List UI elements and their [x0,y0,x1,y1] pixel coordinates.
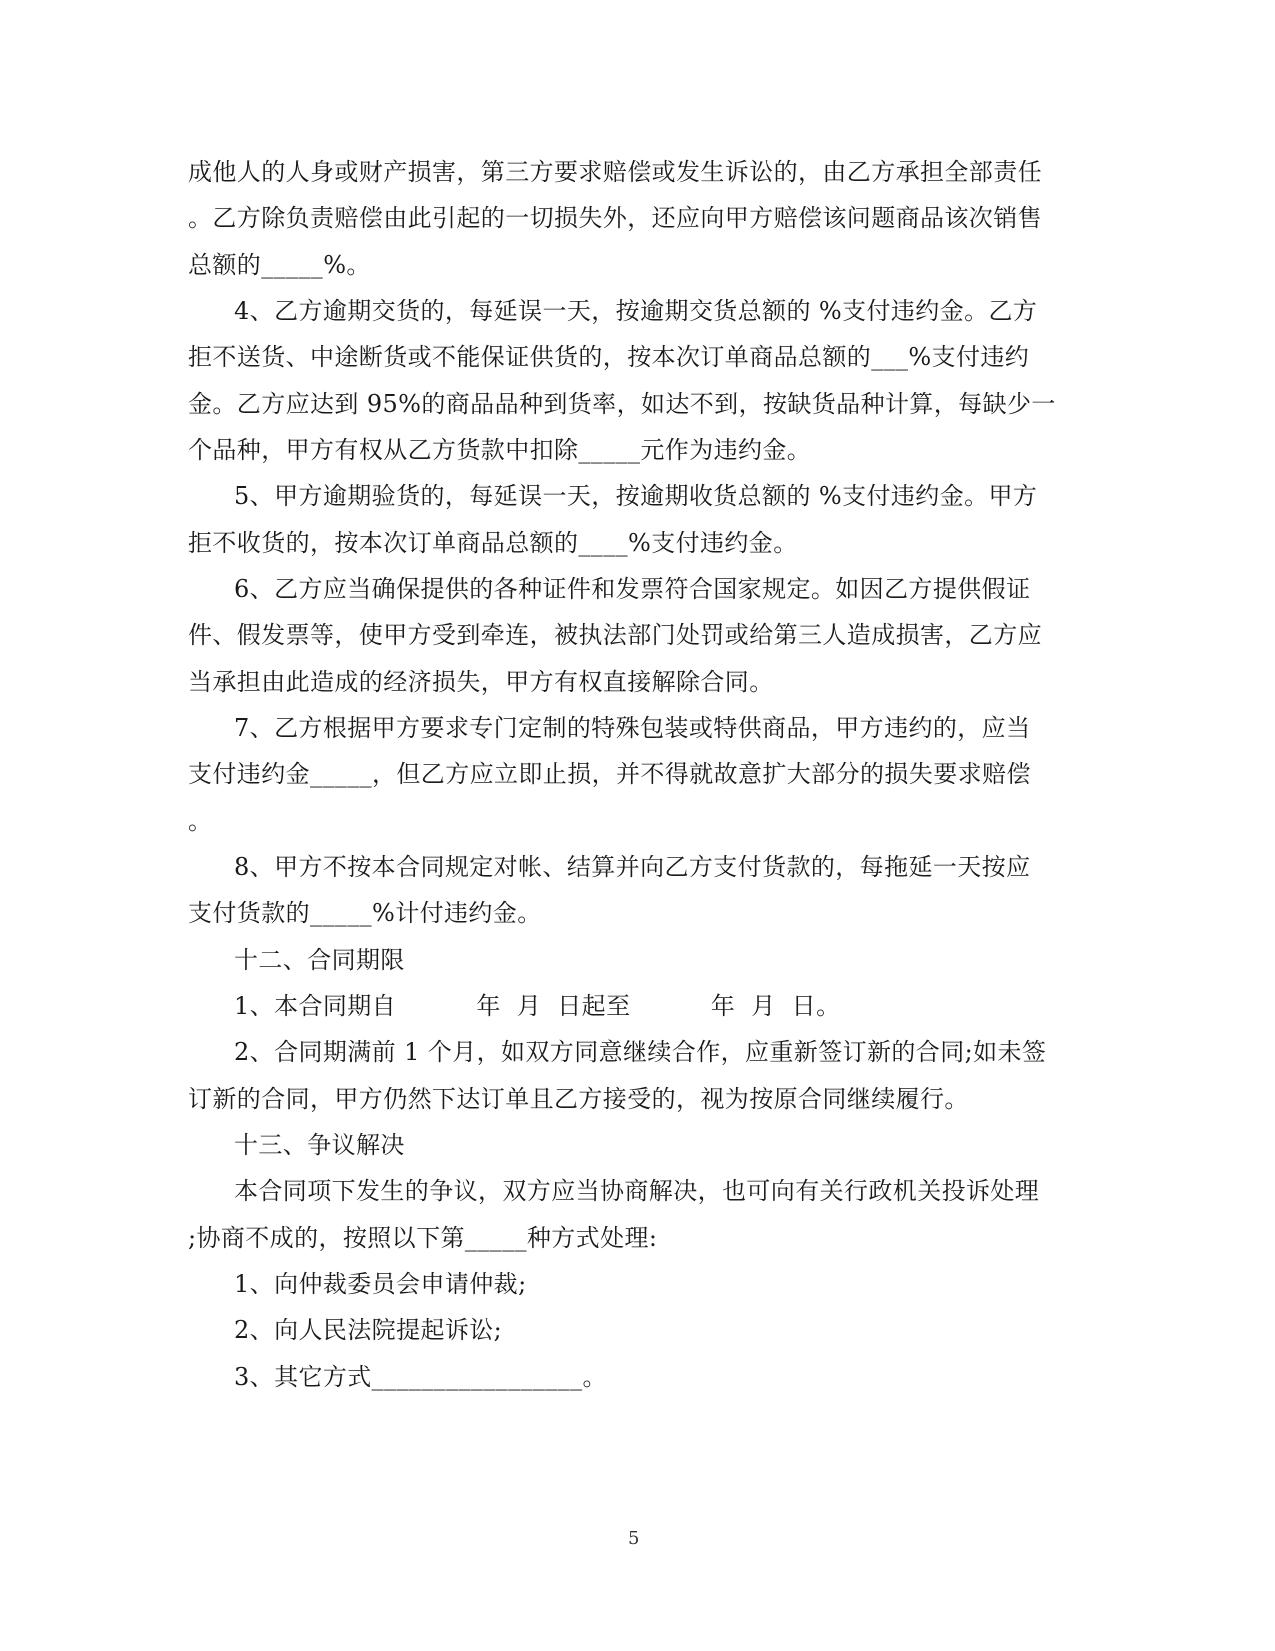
text-line: ;协商不成的，按照以下第_____种方式处理: [188,1224,658,1252]
text-line: 成他人的人身或财产损害，第三方要求赔偿或发生诉讼的，由乙方承担全部责任 [188,158,1042,186]
text-line: 5、甲方逾期验货的，每延误一天，按逾期收货总额的 %支付违约金。甲方 [234,482,1038,510]
text-line: 1、本合同期自 年 月 日起至 年 月 日。 [234,992,841,1020]
text-line: 总额的_____%。 [188,251,371,279]
text-line: 金。乙方应达到 95%的商品品种到货率，如达不到，按缺货品种计算，每缺少一 [188,390,1056,418]
text-line: 件、假发票等，使甲方受到牵连，被执法部门处罚或给第三人造成损害，乙方应 [188,621,1042,649]
text-line: 拒不送货、中途断货或不能保证供货的，按本次订单商品总额的___%支付违约 [188,343,1030,371]
list-item: 1、向仲裁委员会申请仲裁; [234,1270,527,1298]
text-line: 当承担由此造成的经济损失，甲方有权直接解除合同。 [188,668,774,696]
text-line: 本合同项下发生的争议，双方应当协商解决，也可向有关行政机关投诉处理 [234,1177,1040,1205]
text-line: 。乙方除负责赔偿由此引起的一切损失外，还应向甲方赔偿该问题商品该次销售 [188,204,1042,232]
text-line: 7、乙方根据甲方要求专门定制的特殊包装或特供商品，甲方违约的，应当 [234,714,1031,742]
text-line: 订新的合同，甲方仍然下达订单且乙方接受的，视为按原合同继续履行。 [188,1085,969,1113]
list-item: 2、向人民法院提起诉讼; [234,1316,503,1344]
text-line: 2、合同期满前 1 个月，如双方同意继续合作，应重新签订新的合同;如未签 [234,1038,1047,1066]
list-item: 3、其它方式_________________。 [234,1363,607,1391]
text-line: 拒不收货的，按本次订单商品总额的____%支付违约金。 [188,529,798,557]
section-heading: 十三、争议解决 [234,1131,405,1159]
text-line: 支付违约金_____，但乙方应立即止损，并不得就故意扩大部分的损失要求赔偿 [188,760,1031,788]
text-line: 8、甲方不按本合同规定对帐、结算并向乙方支付货款的，每拖延一天按应 [234,853,1031,881]
page-number: 5 [628,1528,640,1549]
section-heading: 十二、合同期限 [234,946,405,974]
text-line: 6、乙方应当确保提供的各种证件和发票符合国家规定。如因乙方提供假证 [234,575,1031,603]
text-line: 4、乙方逾期交货的，每延误一天，按逾期交货总额的 %支付违约金。乙方 [234,297,1038,325]
text-line: 支付货款的_____%计付违约金。 [188,899,542,927]
text-line: 。 [188,807,213,835]
text-line: 个品种，甲方有权从乙方货款中扣除_____元作为违约金。 [188,436,812,464]
